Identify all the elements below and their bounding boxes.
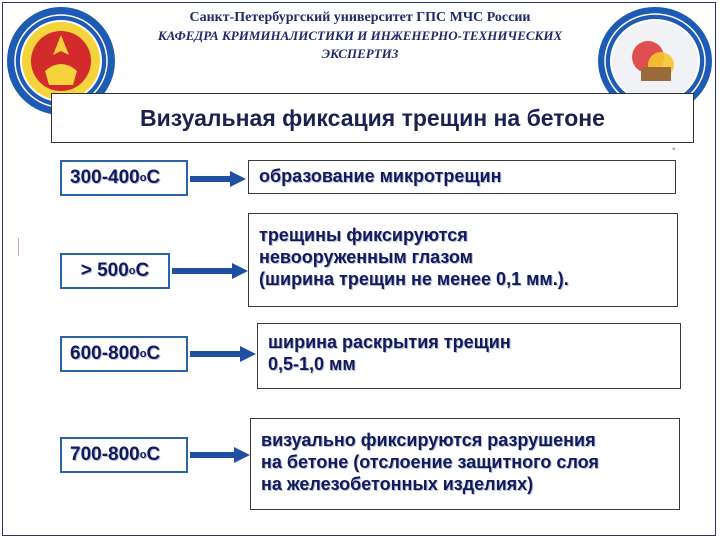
header-department-cont: ЭКСПЕРТИЗ <box>321 46 399 61</box>
desc-line: трещины фиксируются <box>259 225 468 245</box>
desc-box-2 <box>248 213 678 307</box>
header-university: Санкт-Петербургский университет ГПС МЧС России <box>189 10 531 25</box>
decorative-tick <box>18 238 19 256</box>
desc-line: визуально фиксируются разрушения <box>261 430 596 450</box>
temp-box-2 <box>60 253 170 289</box>
decorative-dot: ° <box>672 146 676 156</box>
degree-sign: o <box>139 348 147 360</box>
temp-scale: C <box>146 343 161 364</box>
temp-value: 600-800 <box>70 343 140 364</box>
desc-box-4 <box>250 418 680 510</box>
temp-box-1 <box>60 160 188 196</box>
arrow-right-icon <box>172 261 248 281</box>
temp-scale: C <box>135 260 150 281</box>
degree-sign: o <box>128 265 136 277</box>
temp-scale: C <box>146 167 161 188</box>
temp-value: > 500 <box>80 260 129 281</box>
desc-box-3 <box>257 323 681 389</box>
temp-scale: C <box>146 444 161 465</box>
header-department: КАФЕДРА КРИМИНАЛИСТИКИ И ИНЖЕНЕРНО-ТЕХНИЧЕСКИХ <box>157 28 563 43</box>
arrow-right-icon <box>190 445 250 465</box>
degree-sign: o <box>139 172 147 184</box>
temp-box-3 <box>60 336 188 372</box>
desc-line: невооруженным глазом <box>259 247 473 267</box>
desc-line: ширина раскрытия трещин <box>268 332 511 352</box>
desc-line: 0,5-1,0 мм <box>268 354 356 374</box>
desc-box-1 <box>248 160 676 194</box>
temp-value: 700-800 <box>70 444 140 465</box>
desc-line: (ширина трещин не менее 0,1 мм.). <box>259 269 569 289</box>
temp-value: 300-400 <box>70 167 140 188</box>
arrow-right-icon <box>190 169 246 189</box>
slide-title: Визуальная фиксация трещин на бетоне <box>51 93 694 143</box>
arrow-right-icon <box>190 344 256 364</box>
temp-box-4 <box>60 437 188 473</box>
desc-line: на железобетонных изделиях) <box>261 474 534 494</box>
desc-line: на бетоне (отслоение защитного слоя <box>261 452 599 472</box>
desc-line: образование микротрещин <box>259 166 502 186</box>
degree-sign: o <box>139 449 147 461</box>
